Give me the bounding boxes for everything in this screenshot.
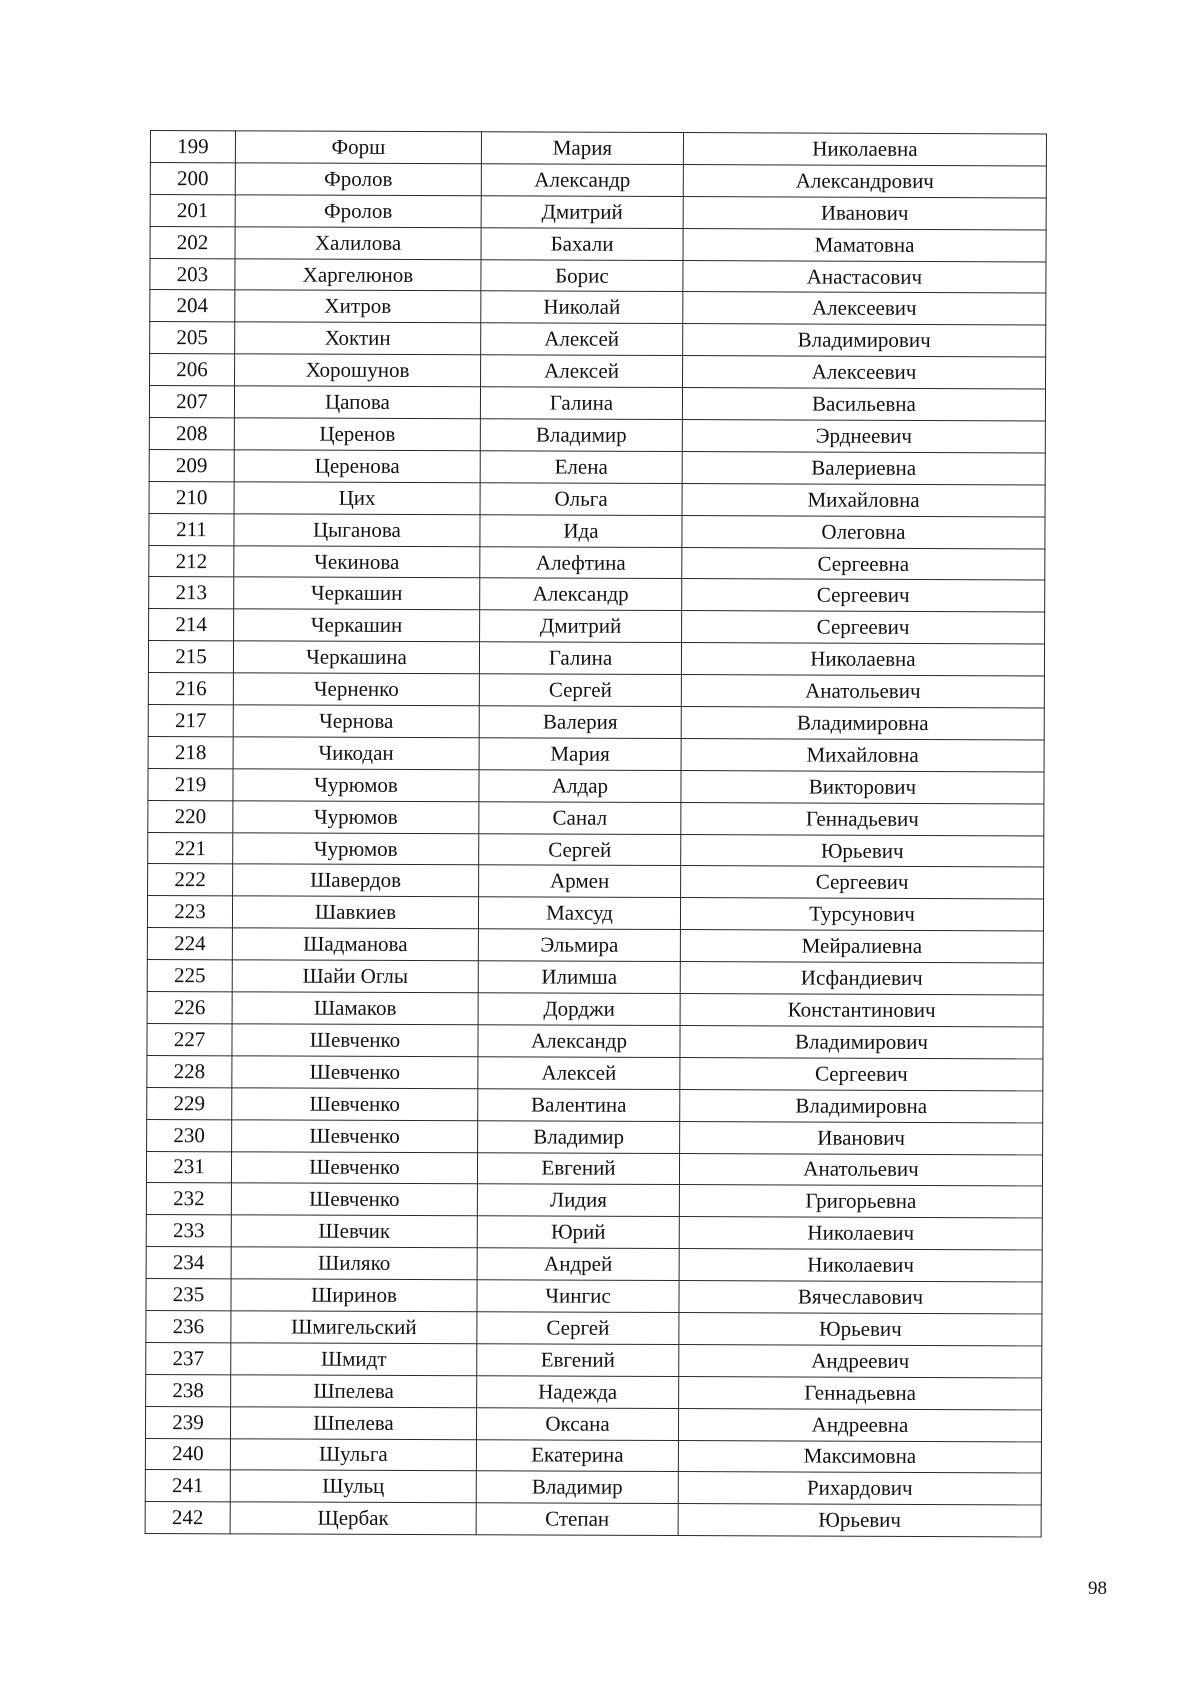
row-number-cell: 199	[150, 131, 235, 163]
table-row	[146, 1151, 1042, 1186]
surname-cell: Шевченко	[232, 1088, 478, 1121]
table-row	[145, 1502, 1041, 1537]
patronymic-cell: Сергеевич	[680, 1057, 1043, 1090]
surname-cell: Церенова	[234, 450, 480, 483]
patronymic-cell: Геннадьевна	[679, 1376, 1042, 1409]
table-row	[150, 354, 1046, 389]
row-number-cell: 219	[148, 768, 233, 800]
row-number-cell: 215	[148, 641, 233, 673]
row-number-cell: 242	[145, 1502, 230, 1534]
table-row	[149, 513, 1045, 548]
table-row	[148, 641, 1044, 676]
table-row	[147, 896, 1043, 931]
first-name-cell: Александр	[478, 1025, 680, 1058]
patronymic-cell: Владимирович	[680, 1025, 1043, 1058]
surname-cell: Шавердов	[233, 864, 479, 897]
patronymic-cell: Турсунович	[680, 898, 1043, 931]
first-name-cell: Надежда	[477, 1375, 679, 1408]
table-row	[149, 545, 1045, 580]
patronymic-cell: Анатольевич	[679, 1153, 1042, 1186]
patronymic-cell: Сергеевич	[682, 611, 1045, 644]
table-row	[148, 832, 1044, 867]
patronymic-cell: Григорьевна	[679, 1185, 1042, 1218]
row-number-cell: 218	[148, 736, 233, 768]
row-number-cell: 223	[147, 896, 232, 928]
patronymic-cell: Сергеевич	[681, 866, 1044, 899]
row-number-cell: 221	[148, 832, 233, 864]
row-number-cell: 210	[149, 481, 234, 513]
row-number-cell: 205	[150, 322, 235, 354]
table-row	[147, 992, 1043, 1027]
surname-cell: Шайи Оглы	[232, 960, 478, 993]
surname-cell: Черкашин	[234, 609, 480, 642]
patronymic-cell: Мейралиевна	[680, 930, 1043, 963]
table-row	[150, 290, 1046, 325]
surname-cell: Щербак	[230, 1502, 476, 1535]
table-row	[149, 449, 1045, 484]
patronymic-cell: Васильевна	[682, 388, 1045, 421]
table-row	[150, 226, 1046, 261]
first-name-cell: Александр	[481, 164, 683, 197]
patronymic-cell: Николаевна	[681, 643, 1044, 676]
surname-cell: Фролов	[235, 163, 481, 196]
patronymic-cell: Викторович	[681, 770, 1044, 803]
first-name-cell: Дорджи	[478, 993, 680, 1026]
table-row	[146, 1247, 1042, 1282]
table-row	[146, 1374, 1042, 1409]
first-name-cell: Эльмира	[478, 929, 680, 962]
row-number-cell: 230	[147, 1119, 232, 1151]
patronymic-cell: Иванович	[683, 196, 1046, 229]
surname-cell: Форш	[235, 131, 481, 164]
first-name-cell: Сергей	[477, 1312, 679, 1345]
first-name-cell: Мария	[481, 132, 683, 165]
first-name-cell: Ида	[480, 514, 682, 547]
row-number-cell: 211	[149, 513, 234, 545]
surname-cell: Цапова	[234, 386, 480, 419]
table-row	[148, 673, 1044, 708]
patronymic-cell: Александрович	[683, 164, 1046, 197]
row-number-cell: 209	[149, 449, 234, 481]
table-row	[149, 577, 1045, 612]
surname-cell: Чурюмов	[233, 832, 479, 865]
row-number-cell: 208	[149, 418, 234, 450]
table-row	[146, 1279, 1042, 1314]
table-row	[147, 1055, 1043, 1090]
row-number-cell: 229	[147, 1087, 232, 1119]
first-name-cell: Дмитрий	[480, 610, 682, 643]
patronymic-cell: Сергеевич	[682, 579, 1045, 612]
surname-cell: Чурюмов	[233, 769, 479, 802]
row-number-cell: 231	[146, 1151, 231, 1183]
surname-cell: Шульц	[230, 1470, 476, 1503]
surname-cell: Черкашин	[234, 577, 480, 610]
patronymic-cell: Анастасович	[683, 260, 1046, 293]
row-number-cell: 226	[147, 992, 232, 1024]
row-number-cell: 201	[150, 194, 235, 226]
surname-cell: Цыганова	[234, 514, 480, 547]
first-name-cell: Сергей	[479, 833, 681, 866]
row-number-cell: 204	[150, 290, 235, 322]
surname-cell: Шпелева	[231, 1375, 477, 1408]
first-name-cell: Алексей	[481, 323, 683, 356]
row-number-cell: 217	[148, 705, 233, 737]
surname-cell: Шпелева	[230, 1406, 476, 1439]
first-name-cell: Алдар	[479, 770, 681, 803]
table-row	[150, 162, 1046, 197]
table-row	[148, 736, 1044, 771]
first-name-cell: Владимир	[480, 419, 682, 452]
patronymic-cell: Алексеевич	[683, 292, 1046, 325]
first-name-cell: Владимир	[478, 1120, 680, 1153]
first-name-cell: Сергей	[479, 674, 681, 707]
first-name-cell: Ольга	[480, 483, 682, 516]
row-number-cell: 233	[146, 1215, 231, 1247]
first-name-cell: Евгений	[477, 1344, 679, 1377]
first-name-cell: Мария	[479, 738, 681, 771]
row-number-cell: 235	[146, 1279, 231, 1311]
first-name-cell: Дмитрий	[481, 196, 683, 229]
first-name-cell: Махсуд	[478, 897, 680, 930]
roster-table-body	[145, 131, 1046, 1538]
surname-cell: Шмидт	[231, 1343, 477, 1376]
surname-cell: Шевченко	[232, 1119, 478, 1152]
surname-cell: Шевчик	[231, 1215, 477, 1248]
row-number-cell: 234	[146, 1247, 231, 1279]
table-row	[150, 131, 1046, 166]
row-number-cell: 238	[146, 1374, 231, 1406]
row-number-cell: 220	[148, 800, 233, 832]
table-row	[150, 194, 1046, 229]
row-number-cell: 200	[150, 162, 235, 194]
patronymic-cell: Михайловна	[681, 738, 1044, 771]
first-name-cell: Санал	[479, 801, 681, 834]
patronymic-cell: Михайловна	[682, 483, 1045, 516]
patronymic-cell: Владимировна	[681, 707, 1044, 740]
surname-cell: Халилова	[235, 226, 481, 259]
surname-cell: Шмигельский	[231, 1311, 477, 1344]
surname-cell: Чикодан	[233, 737, 479, 770]
first-name-cell: Чингис	[477, 1280, 679, 1313]
surname-cell: Цих	[234, 482, 480, 515]
patronymic-cell: Эрднеевич	[682, 420, 1045, 453]
row-number-cell: 212	[149, 545, 234, 577]
first-name-cell: Бахали	[481, 227, 683, 260]
first-name-cell: Алексей	[481, 355, 683, 388]
first-name-cell: Лидия	[477, 1184, 679, 1217]
table-row	[149, 609, 1045, 644]
surname-cell: Черненко	[233, 673, 479, 706]
table-row	[146, 1310, 1042, 1345]
first-name-cell: Валентина	[478, 1088, 680, 1121]
patronymic-cell: Валериевна	[682, 451, 1045, 484]
table-row	[145, 1470, 1041, 1505]
table-row	[148, 705, 1044, 740]
patronymic-cell: Владимировна	[680, 1089, 1043, 1122]
row-number-cell: 216	[148, 673, 233, 705]
table-row	[149, 481, 1045, 516]
table-row	[145, 1406, 1041, 1441]
surname-cell: Харгелюнов	[235, 258, 481, 291]
first-name-cell: Алефтина	[480, 546, 682, 579]
surname-cell: Чурюмов	[233, 801, 479, 834]
surname-cell: Черкашина	[233, 641, 479, 674]
first-name-cell: Евгений	[477, 1152, 679, 1185]
surname-cell: Хорошунов	[235, 354, 481, 387]
patronymic-cell: Николаевич	[679, 1249, 1042, 1282]
row-number-cell: 225	[147, 960, 232, 992]
roster-table	[145, 130, 1047, 1538]
first-name-cell: Илимша	[478, 961, 680, 994]
first-name-cell: Армен	[479, 865, 681, 898]
first-name-cell: Елена	[480, 451, 682, 484]
table-row	[146, 1342, 1042, 1377]
first-name-cell: Борис	[481, 259, 683, 292]
table-row	[146, 1215, 1042, 1250]
row-number-cell: 224	[147, 928, 232, 960]
row-number-cell: 239	[145, 1406, 230, 1438]
table-row	[149, 418, 1045, 453]
first-name-cell: Валерия	[479, 706, 681, 739]
surname-cell: Шамаков	[232, 992, 478, 1025]
table-row	[148, 864, 1044, 899]
row-number-cell: 222	[148, 864, 233, 896]
table-row	[147, 1023, 1043, 1058]
first-name-cell: Галина	[479, 642, 681, 675]
first-name-cell: Степан	[476, 1503, 678, 1536]
first-name-cell: Андрей	[477, 1248, 679, 1281]
surname-cell: Шевченко	[232, 1024, 478, 1057]
row-number-cell: 206	[150, 354, 235, 386]
patronymic-cell: Николаевич	[679, 1217, 1042, 1250]
first-name-cell: Владимир	[476, 1471, 678, 1504]
patronymic-cell: Владимирович	[683, 324, 1046, 357]
surname-cell: Шевченко	[232, 1056, 478, 1089]
first-name-cell: Николай	[481, 291, 683, 324]
patronymic-cell: Алексеевич	[683, 356, 1046, 389]
surname-cell: Церенов	[234, 418, 480, 451]
patronymic-cell: Исфандиевич	[680, 962, 1043, 995]
table-row	[146, 1183, 1042, 1218]
table-row	[149, 386, 1045, 421]
surname-cell: Шевченко	[231, 1183, 477, 1216]
row-number-cell: 240	[145, 1438, 230, 1470]
patronymic-cell: Сергеевна	[682, 547, 1045, 580]
table-row	[147, 928, 1043, 963]
table-row	[145, 1438, 1041, 1473]
patronymic-cell: Николаевна	[683, 133, 1046, 166]
first-name-cell: Екатерина	[476, 1439, 678, 1472]
patronymic-cell: Константинович	[680, 994, 1043, 1027]
patronymic-cell: Юрьевич	[679, 1312, 1042, 1345]
patronymic-cell: Юрьевич	[681, 834, 1044, 867]
surname-cell: Шиляко	[231, 1247, 477, 1280]
patronymic-cell: Рихардович	[678, 1472, 1041, 1505]
row-number-cell: 237	[146, 1342, 231, 1374]
surname-cell: Чекинова	[234, 545, 480, 578]
surname-cell: Фролов	[235, 195, 481, 228]
surname-cell: Шадманова	[232, 928, 478, 961]
row-number-cell: 232	[146, 1183, 231, 1215]
surname-cell: Хитров	[235, 290, 481, 323]
row-number-cell: 236	[146, 1310, 231, 1342]
table-row	[147, 960, 1043, 995]
surname-cell: Шевченко	[231, 1151, 477, 1184]
first-name-cell: Юрий	[477, 1216, 679, 1249]
patronymic-cell: Геннадьевич	[681, 802, 1044, 835]
row-number-cell: 207	[149, 386, 234, 418]
table-row	[148, 768, 1044, 803]
first-name-cell: Александр	[480, 578, 682, 611]
surname-cell: Хоктин	[235, 322, 481, 355]
first-name-cell: Оксана	[476, 1407, 678, 1440]
patronymic-cell: Олеговна	[682, 515, 1045, 548]
patronymic-cell: Юрьевич	[678, 1504, 1041, 1537]
first-name-cell: Галина	[480, 387, 682, 420]
surname-cell: Шульга	[230, 1438, 476, 1471]
patronymic-cell: Андреевна	[678, 1408, 1041, 1441]
page-number: 98	[1088, 1578, 1107, 1599]
table-row	[150, 322, 1046, 357]
table-row	[148, 800, 1044, 835]
row-number-cell: 203	[150, 258, 235, 290]
row-number-cell: 214	[149, 609, 234, 641]
table-row	[147, 1119, 1043, 1154]
patronymic-cell: Иванович	[680, 1121, 1043, 1154]
row-number-cell: 228	[147, 1055, 232, 1087]
row-number-cell: 213	[149, 577, 234, 609]
patronymic-cell: Максимовна	[678, 1440, 1041, 1473]
first-name-cell: Алексей	[478, 1057, 680, 1090]
row-number-cell: 227	[147, 1023, 232, 1055]
patronymic-cell: Анатольевич	[681, 675, 1044, 708]
row-number-cell: 202	[150, 226, 235, 258]
table-row	[150, 258, 1046, 293]
row-number-cell: 241	[145, 1470, 230, 1502]
patronymic-cell: Андреевич	[679, 1344, 1042, 1377]
patronymic-cell: Маматовна	[683, 228, 1046, 261]
patronymic-cell: Вячеславович	[679, 1281, 1042, 1314]
surname-cell: Чернова	[233, 705, 479, 738]
table-row	[147, 1087, 1043, 1122]
surname-cell: Шавкиев	[232, 896, 478, 929]
surname-cell: Ширинов	[231, 1279, 477, 1312]
